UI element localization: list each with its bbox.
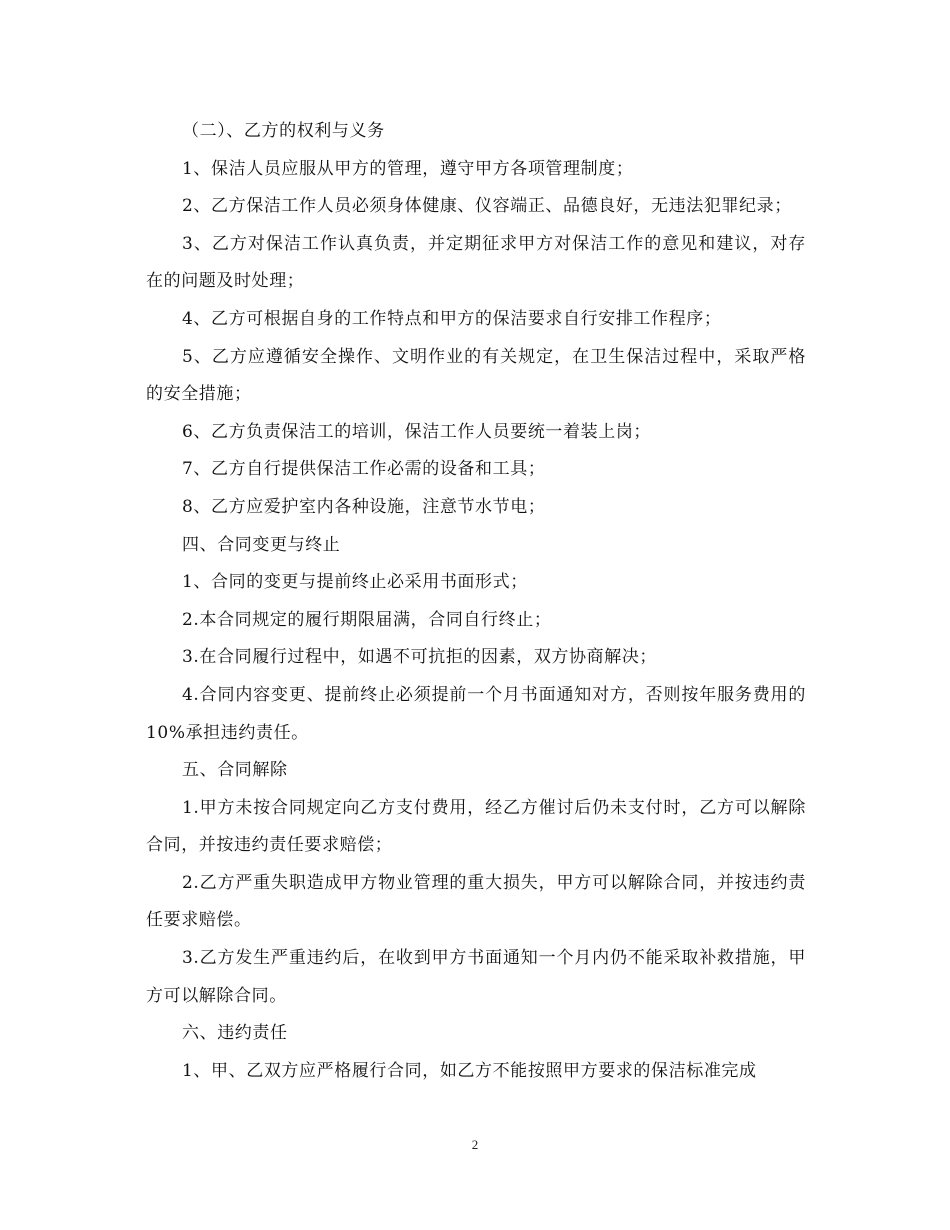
clause-paragraph: 1、甲、乙双方应严格履行合同，如乙方不能按照甲方要求的保洁标准完成 (182, 1060, 757, 1081)
clause-paragraph: 2.乙方严重失职造成甲方物业管理的重大损失，甲方可以解除合同，并按违约责任要求赔偿。 (146, 872, 806, 931)
clause-paragraph: 2、乙方保洁工作人员必须身体健康、仪容端正、品德良好，无违法犯罪纪录； (182, 196, 792, 217)
clause-paragraph: 3、乙方对保洁工作认真负责，并定期征求甲方对保洁工作的意见和建议，对存在的问题及时处理； (146, 233, 806, 292)
clause-paragraph: 2.本合同规定的履行期限届满，合同自行终止； (182, 609, 552, 630)
clause-paragraph: 1.甲方未按合同规定向乙方支付费用，经乙方催讨后仍未支付时，乙方可以解除合同，并按违约责任要求赔偿； (146, 797, 806, 856)
clause-paragraph: 6、乙方负责保洁工的培训，保洁工作人员要统一着装上岗； (182, 421, 652, 442)
clause-paragraph: 5、乙方应遵循安全操作、文明作业的有关规定，在卫生保洁过程中，采取严格的安全措施； (146, 346, 806, 405)
document-body (146, 113, 806, 1090)
section-heading-liability: 六、违约责任 (182, 1023, 288, 1044)
clause-paragraph: 8、乙方应爱护室内各种设施，注意节水节电； (182, 496, 546, 517)
section-heading-contract-termination: 五、合同解除 (182, 760, 288, 781)
clause-paragraph: 1、合同的变更与提前终止必采用书面形式； (182, 572, 528, 593)
clause-paragraph: 4.合同内容变更、提前终止必须提前一个月书面通知对方，否则按年服务费用的10%承担违约责任。 (146, 684, 806, 743)
clause-paragraph: 3.在合同履行过程中，如遇不可抗拒的因素，双方协商解决； (182, 647, 658, 668)
section-heading-contract-change: 四、合同变更与终止 (182, 534, 341, 555)
clause-paragraph: 7、乙方自行提供保洁工作必需的设备和工具； (182, 459, 546, 480)
clause-paragraph: 1、保洁人员应服从甲方的管理，遵守甲方各项管理制度； (182, 158, 634, 179)
clause-paragraph: 4、乙方可根据自身的工作特点和甲方的保洁要求自行安排工作程序； (182, 308, 722, 329)
page-number: 2 (471, 1137, 479, 1152)
clause-paragraph: 3.乙方发生严重违约后，在收到甲方书面通知一个月内仍不能采取补救措施，甲方可以解除合同。 (146, 948, 806, 1006)
section-heading-rights-obligations: （二）、乙方的权利与义务 (182, 121, 385, 141)
